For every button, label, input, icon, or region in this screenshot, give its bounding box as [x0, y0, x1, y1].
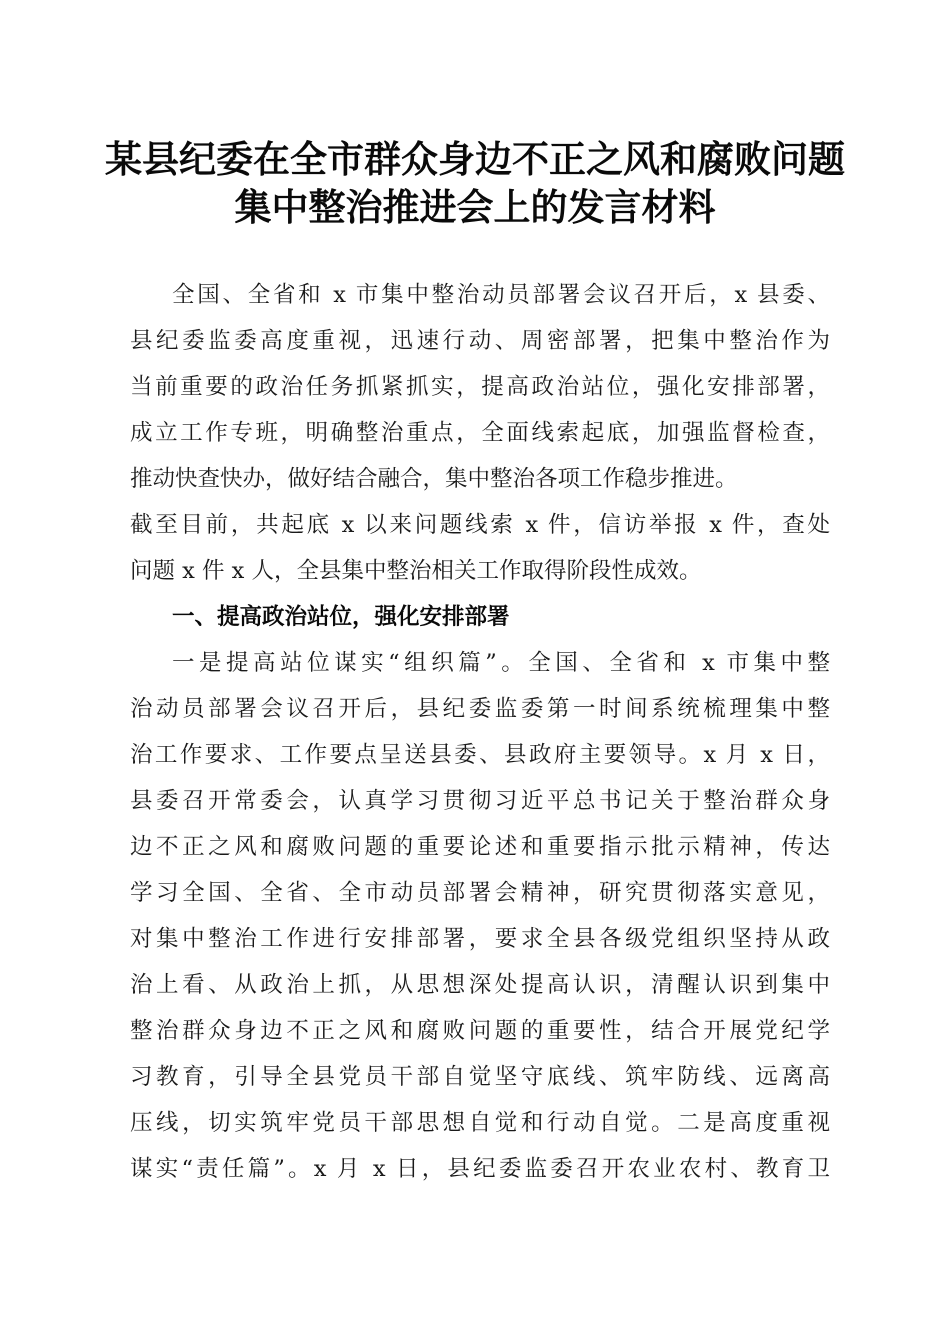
paragraph-line: 一是提高站位谋实“组织篇”。全国、全省和 x 市集中整 [172, 650, 830, 676]
paragraph-line: 压线，切实筑牢党员干部思想自觉和行动自觉。二是高度重视 [130, 1110, 830, 1136]
paragraph-line: 习教育，引导全县党员干部自觉坚守底线、筑牢防线、远离高 [130, 1064, 830, 1090]
paragraph-line: 问题 x 件 x 人，全县集中整治相关工作取得阶段性成效。 [130, 558, 702, 584]
paragraph-line: 全国、全省和 x 市集中整治动员部署会议召开后，x 县委、 [172, 282, 830, 308]
document-title-line-1: 某县纪委在全市群众身边不正之风和腐败问题 [105, 137, 845, 181]
paragraph-line: 县委召开常委会，认真学习贯彻习近平总书记关于整治群众身 [130, 788, 830, 814]
paragraph-line: 治工作要求、工作要点呈送县委、县政府主要领导。x 月 x 日， [130, 742, 830, 768]
paragraph-line: 学习全国、全省、全市动员部署会精神，研究贯彻落实意见， [130, 880, 830, 906]
paragraph-line: 县纪委监委高度重视，迅速行动、周密部署，把集中整治作为 [130, 328, 830, 354]
paragraph-line: 当前重要的政治任务抓紧抓实，提高政治站位，强化安排部署， [130, 374, 830, 400]
paragraph-line: 边不正之风和腐败问题的重要论述和重要指示批示精神，传达 [130, 834, 830, 860]
paragraph-line: 推动快查快办，做好结合融合，集中整治各项工作稳步推进。 [130, 466, 738, 492]
paragraph-line: 谋实“责任篇”。x 月 x 日，县纪委监委召开农业农村、教育卫 [130, 1156, 830, 1182]
paragraph-line: 治动员部署会议召开后，县纪委监委第一时间系统梳理集中整 [130, 696, 830, 722]
paragraph-line: 截至目前，共起底 x 以来问题线索 x 件，信访举报 x 件，查处 [130, 512, 830, 538]
document-title-line-2: 集中整治推进会上的发言材料 [234, 185, 716, 229]
paragraph-line: 成立工作专班，明确整治重点，全面线索起底，加强监督检查， [130, 420, 830, 446]
section-heading: 一、提高政治站位，强化安排部署 [172, 604, 510, 630]
paragraph-line: 治上看、从政治上抓，从思想深处提高认识，清醒认识到集中 [130, 972, 830, 998]
paragraph-line: 整治群众身边不正之风和腐败问题的重要性，结合开展党纪学 [130, 1018, 830, 1044]
paragraph-line: 对集中整治工作进行安排部署，要求全县各级党组织坚持从政 [130, 926, 830, 952]
